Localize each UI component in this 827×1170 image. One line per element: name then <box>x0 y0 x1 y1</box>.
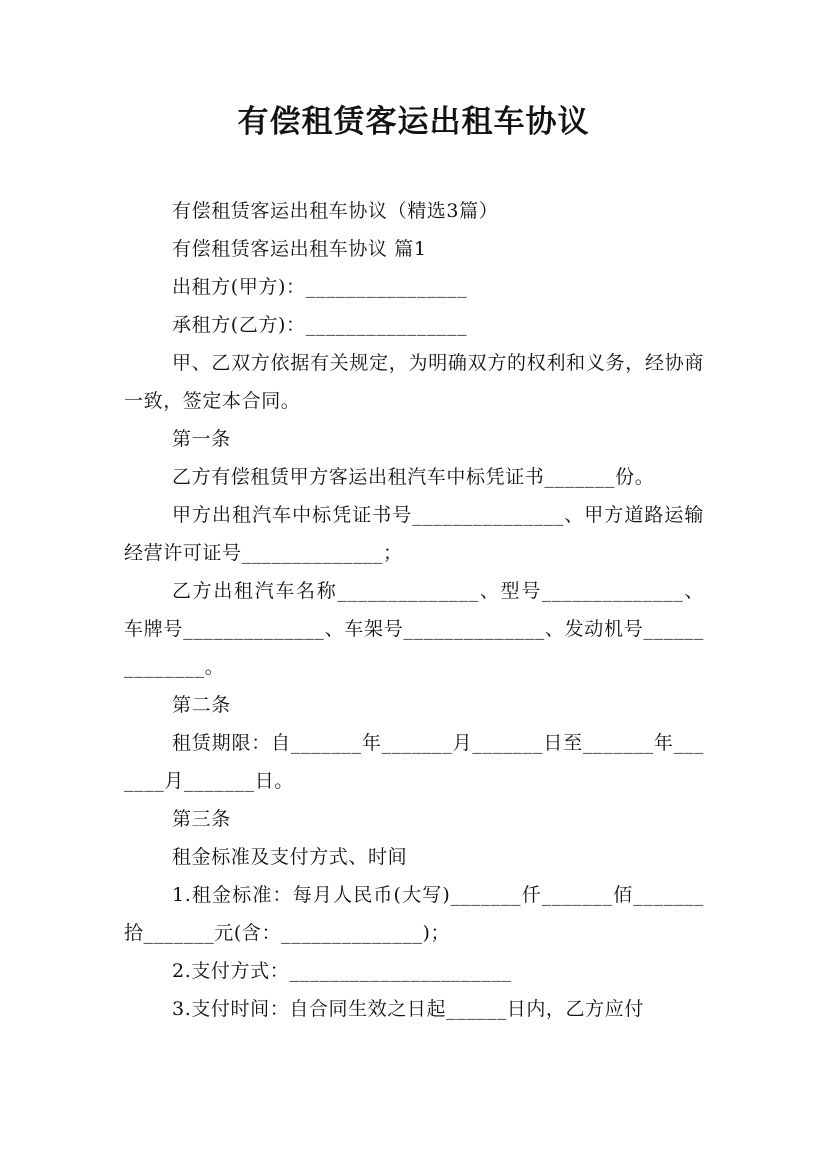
article-1-vehicle-details: 乙方出租汽车名称______________、型号______________、车牌号______________、车架号______________、发动机号______________。 <box>124 580 704 678</box>
article-3-heading: 第三条 <box>172 808 231 830</box>
article-3-payment-time: 3.支付时间：自合同生效之日起______日内，乙方应付 <box>172 998 644 1020</box>
paragraph-section-heading: 有偿租赁客运出租车协议 篇1 <box>172 238 427 260</box>
article-1-certificate-numbers: 甲方出租汽车中标凭证书号_______________、甲方道路运输经营许可证号______________； <box>124 504 704 564</box>
article-1-certificate-count: 乙方有偿租赁甲方客运出租汽车中标凭证书_______份。 <box>172 466 655 488</box>
article-2-heading: 第二条 <box>172 694 231 716</box>
article-3-rent-standard: 1.租金标准：每月人民币(大写)_______仟_______佰_______拾_______元(含：______________)； <box>124 884 704 944</box>
document-body <box>124 192 704 1028</box>
paragraph-lessee: 承租方(乙方)：________________ <box>172 314 468 336</box>
paragraph-preamble: 甲、乙双方依据有关规定，为明确双方的权利和义务，经协商一致，签定本合同。 <box>124 352 704 412</box>
article-2-lease-term: 租赁期限：自_______年_______月_______日至_______年_______月_______日。 <box>124 732 704 792</box>
article-3-payment-method: 2.支付方式：______________________ <box>172 960 512 982</box>
paragraph-subtitle: 有偿租赁客运出租车协议（精选3篇） <box>172 200 499 222</box>
article-1-heading: 第一条 <box>172 428 231 450</box>
document-title: 有偿租赁客运出租车协议 <box>237 104 590 140</box>
paragraph-lessor: 出租方(甲方)：________________ <box>172 276 468 298</box>
article-3-subheading: 租金标准及支付方式、时间 <box>172 846 408 868</box>
